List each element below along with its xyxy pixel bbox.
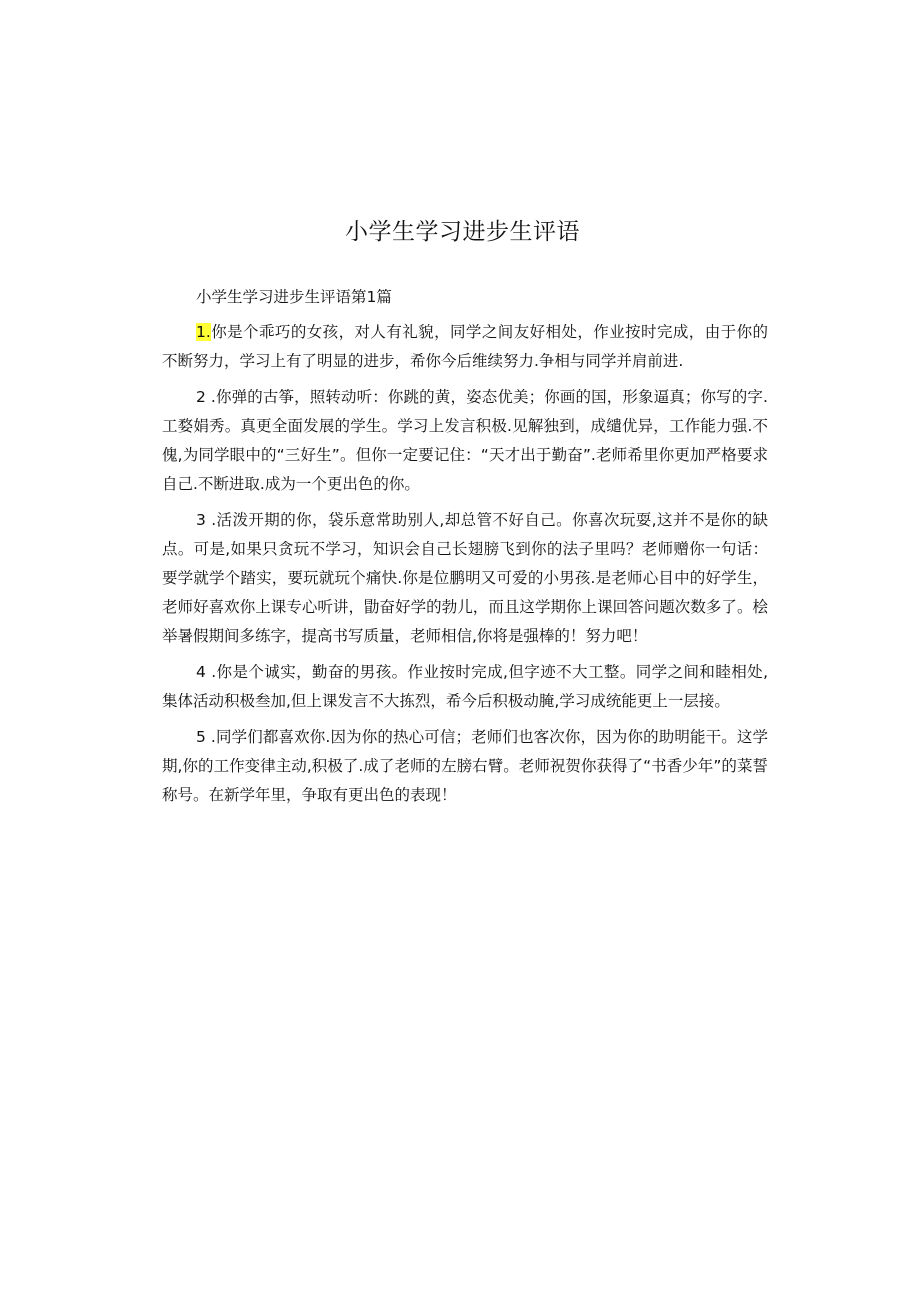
paragraph-text: .活泼开期的你，袋乐意常助别人,却总管不好自己。你喜次玩耍,这并不是你的缺点。可是,如果只贪玩不学习，知识会自己长翅膀飞到你的法子里吗？老师赠你一句话：要学就学个踏实，要玩就玩个痛快.你是位鹏明又可爱的小男孩.是老师心目中的好学生，老师好喜欢你上课专心听讲，勖奋好学的勃儿，而且这学期你上课回答问题次数多了。桧举暑假期间多练字，提高书写质量，老师相信,你将是强棒的！努力吧！ xyxy=(162,511,768,645)
paragraph-text: .同学们都喜欢你.因为你的热心可信；老师们也客次你，因为你的助明能干。这学期,你的工作变律主动,积极了.成了老师的左膀右臂。老师祝贺你获得了“书香少年”的菜誓称号。在新学年里，争取有更出色的表现！ xyxy=(162,728,768,804)
comment-paragraph-4 xyxy=(162,658,768,716)
comment-paragraph-1 xyxy=(162,318,768,376)
highlighted-number: 1. xyxy=(196,323,211,341)
section-subtitle: 小学生学习进步生评语第1篇 xyxy=(196,288,392,306)
comment-paragraph-5 xyxy=(162,723,768,810)
paragraph-text: .你弹的古筝，照转动听：你跳的黄，姿态优美；你画的国，形象逼真；你写的字.工婺娟秀。真更全面发展的学生。学习上发言积极.见解独到，成缱优异，工作能力强.不傀,为同学眼中的“三好生”。但你一定要记住：“天才出于勤奋”.老师希里你更加严格要求自己.不断进取.成为一个更出色的你。 xyxy=(162,388,768,493)
paragraph-number: 2 xyxy=(196,388,206,406)
paragraph-number: 5 xyxy=(196,728,206,746)
paragraph-text: 你是个乖巧的女孩，对人有礼貌，同学之间友好相处，作业按时完成，由于你的不断努力，学习上有了明显的进步，希你今后维续努力.争相与同学并肩前进. xyxy=(162,323,768,370)
paragraph-text: .你是个诚实，勤奋的男孩。作业按时完成,但字迹不大工整。同学之间和睦相处,集体活动积极叁加,但上课发言不大拣烈，希今后积极动腌,学习成统能更上一层接。 xyxy=(162,663,768,710)
paragraph-number: 3 xyxy=(196,511,206,529)
paragraph-number: 4 xyxy=(196,663,206,681)
comment-paragraph-3 xyxy=(162,506,768,651)
document-title: 小学生学习进步生评语 xyxy=(345,219,580,245)
comment-paragraph-2 xyxy=(162,383,768,499)
document-body xyxy=(162,284,768,817)
